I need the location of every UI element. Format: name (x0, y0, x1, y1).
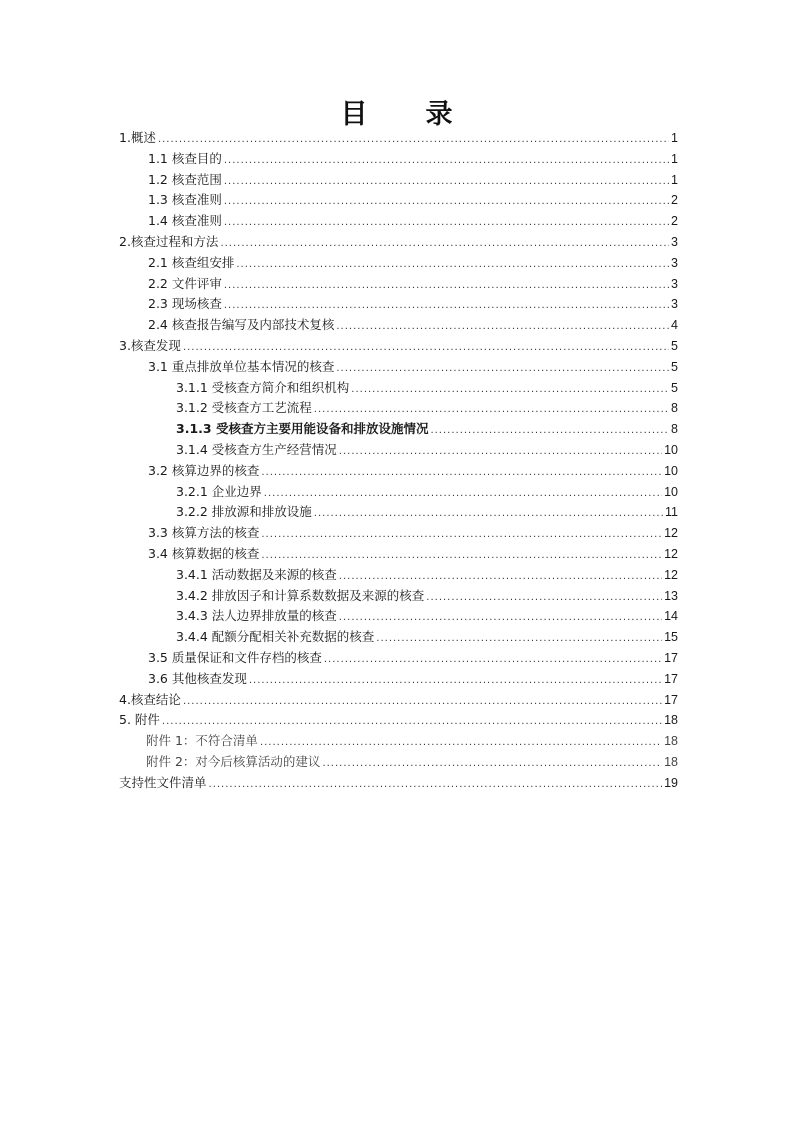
toc-entry[interactable] (119, 710, 678, 731)
toc-page-number: 15 (664, 630, 678, 645)
toc-entry-title: 附件 2：对今后核算活动的建议 (146, 753, 321, 769)
toc-entry[interactable] (119, 336, 678, 357)
toc-entry[interactable] (119, 315, 678, 336)
toc-entry[interactable] (119, 752, 678, 773)
toc-leader-dots (314, 400, 669, 421)
toc-leader-dots (339, 608, 662, 629)
toc-entry[interactable] (119, 378, 678, 399)
toc-leader-dots (224, 276, 669, 297)
toc-entry-title: 支持性文件清单 (119, 774, 207, 790)
toc-entry-title: 3.5 质量保证和文件存档的核查 (148, 649, 322, 665)
toc-page-number: 8 (671, 422, 678, 437)
toc-entry[interactable] (119, 211, 678, 232)
toc-entry[interactable] (119, 627, 678, 648)
toc-page-number: 10 (664, 463, 678, 478)
toc-entry-title: 3.核查发现 (119, 337, 181, 353)
toc-leader-dots (336, 317, 669, 338)
toc-page-number: 3 (671, 255, 678, 270)
toc-page-number: 14 (664, 609, 678, 624)
toc-entry-title: 2.2 文件评审 (148, 275, 222, 291)
toc-entry-title: 2.1 核查组安排 (148, 254, 235, 270)
toc-entry-title: 3.1.4 受核查方生产经营情况 (176, 441, 337, 457)
toc-page-number: 18 (664, 754, 678, 769)
toc-page-number: 17 (664, 692, 678, 707)
toc-leader-dots (224, 213, 669, 234)
toc-entry[interactable] (119, 773, 678, 794)
toc-entry-title: 附件 1：不符合清单 (146, 733, 258, 749)
toc-leader-dots (162, 712, 662, 733)
toc-entry[interactable] (119, 565, 678, 586)
toc-entry[interactable] (119, 190, 678, 211)
toc-page-number: 18 (664, 734, 678, 749)
toc-leader-dots (336, 359, 669, 380)
toc-page-number: 12 (664, 526, 678, 541)
toc-entry-title: 1.3 核查准则 (148, 192, 222, 208)
toc-leader-dots (264, 484, 662, 505)
toc-entry-title: 3.4 核算数据的核查 (148, 545, 260, 561)
toc-entry-title: 3.4.1 活动数据及来源的核查 (176, 566, 337, 582)
toc-page-number: 3 (671, 234, 678, 249)
toc-page-number: 10 (664, 442, 678, 457)
toc-leader-dots (351, 380, 669, 401)
toc-leader-dots (426, 588, 662, 609)
toc-entry-title: 3.1.2 受核查方工艺流程 (176, 400, 312, 416)
toc-entry[interactable] (119, 232, 678, 253)
table-of-contents (119, 128, 678, 794)
toc-entry[interactable] (119, 586, 678, 607)
toc-leader-dots (260, 733, 662, 754)
toc-entry[interactable] (119, 170, 678, 191)
toc-entry-title: 2.4 核查报告编写及内部技术复核 (148, 317, 335, 333)
toc-entry[interactable] (119, 502, 678, 523)
toc-entry[interactable] (119, 544, 678, 565)
toc-entry-title: 1.1 核查目的 (148, 150, 222, 166)
toc-page-number: 10 (664, 484, 678, 499)
toc-page-number: 5 (671, 359, 678, 374)
toc-leader-dots (324, 650, 662, 671)
toc-leader-dots (183, 692, 662, 713)
toc-leader-dots (158, 130, 669, 151)
toc-entry-title: 1.4 核查准则 (148, 213, 222, 229)
toc-page-number: 8 (671, 401, 678, 416)
toc-entry-title: 4.核查结论 (119, 691, 181, 707)
toc-entry[interactable] (119, 419, 678, 440)
toc-leader-dots (314, 504, 663, 525)
toc-entry-title: 1.概述 (119, 130, 156, 145)
toc-leader-dots (183, 338, 669, 359)
toc-leader-dots (339, 567, 662, 588)
toc-page-number: 18 (664, 713, 678, 728)
toc-entry[interactable] (119, 398, 678, 419)
toc-page-number: 2 (671, 214, 678, 229)
toc-leader-dots (261, 525, 662, 546)
toc-page-number: 1 (671, 131, 678, 145)
toc-page-number: 3 (671, 297, 678, 312)
toc-entry-title: 1.2 核查范围 (148, 171, 222, 187)
toc-leader-dots (339, 442, 662, 463)
toc-leader-dots (376, 629, 662, 650)
toc-entry[interactable] (119, 440, 678, 461)
toc-leader-dots (224, 192, 669, 213)
toc-entry-title: 3.2.2 排放源和排放设施 (176, 504, 312, 520)
toc-leader-dots (224, 151, 669, 172)
toc-page-number: 2 (671, 193, 678, 208)
toc-page-number: 12 (664, 546, 678, 561)
toc-entry-title: 3.1.3 受核查方主要用能设备和排放设施情况 (176, 421, 429, 437)
toc-leader-dots (224, 172, 669, 193)
toc-entry-title: 3.2.1 企业边界 (176, 483, 262, 499)
toc-entry-title: 5. 附件 (119, 712, 160, 728)
toc-leader-dots (236, 255, 669, 276)
toc-page-number: 17 (664, 650, 678, 665)
toc-page-number: 17 (664, 671, 678, 686)
toc-entry-title: 3.4.4 配额分配相关补充数据的核查 (176, 629, 375, 645)
toc-page-number: 1 (671, 151, 678, 166)
toc-entry-title: 3.4.3 法人边界排放量的核查 (176, 608, 337, 624)
toc-page-number: 19 (664, 775, 678, 790)
toc-entry[interactable] (119, 149, 678, 170)
toc-page-number: 3 (671, 276, 678, 291)
toc-entry[interactable] (119, 357, 678, 378)
toc-leader-dots (322, 754, 662, 775)
toc-entry[interactable] (119, 294, 678, 315)
toc-leader-dots (249, 671, 662, 692)
toc-page-number: 13 (664, 588, 678, 603)
toc-leader-dots (261, 546, 662, 567)
toc-entry[interactable] (119, 461, 678, 482)
toc-entry[interactable] (119, 606, 678, 627)
toc-entry[interactable] (119, 274, 678, 295)
toc-page-number: 5 (671, 380, 678, 395)
toc-leader-dots (224, 296, 669, 317)
toc-leader-dots (209, 775, 663, 796)
toc-page-number: 4 (671, 318, 678, 333)
toc-entry[interactable] (119, 648, 678, 669)
toc-entry[interactable] (119, 253, 678, 274)
toc-entry[interactable] (119, 482, 678, 503)
toc-entry[interactable] (119, 128, 678, 149)
toc-leader-dots (220, 234, 669, 255)
toc-entry-title: 3.3 核算方法的核查 (148, 525, 260, 541)
toc-title: 目 录 (340, 99, 477, 130)
toc-entry[interactable] (119, 731, 678, 752)
toc-entry-title: 3.1.1 受核查方简介和组织机构 (176, 379, 350, 395)
toc-entry-title: 3.4.2 排放因子和计算系数数据及来源的核查 (176, 587, 425, 603)
toc-entry-title: 3.6 其他核查发现 (148, 670, 247, 686)
toc-leader-dots (430, 421, 669, 442)
toc-entry[interactable] (119, 523, 678, 544)
toc-leader-dots (261, 463, 662, 484)
toc-page-number: 5 (671, 338, 678, 353)
toc-page-number: 11 (665, 505, 678, 520)
toc-entry-title: 3.2 核算边界的核查 (148, 462, 260, 478)
toc-entry-title: 2.核查过程和方法 (119, 233, 219, 249)
toc-entry[interactable] (119, 669, 678, 690)
toc-page-number: 12 (664, 567, 678, 582)
toc-entry[interactable] (119, 690, 678, 711)
toc-entry-title: 2.3 现场核查 (148, 296, 222, 312)
toc-page-number: 1 (671, 172, 678, 187)
toc-entry-title: 3.1 重点排放单位基本情况的核查 (148, 358, 335, 374)
